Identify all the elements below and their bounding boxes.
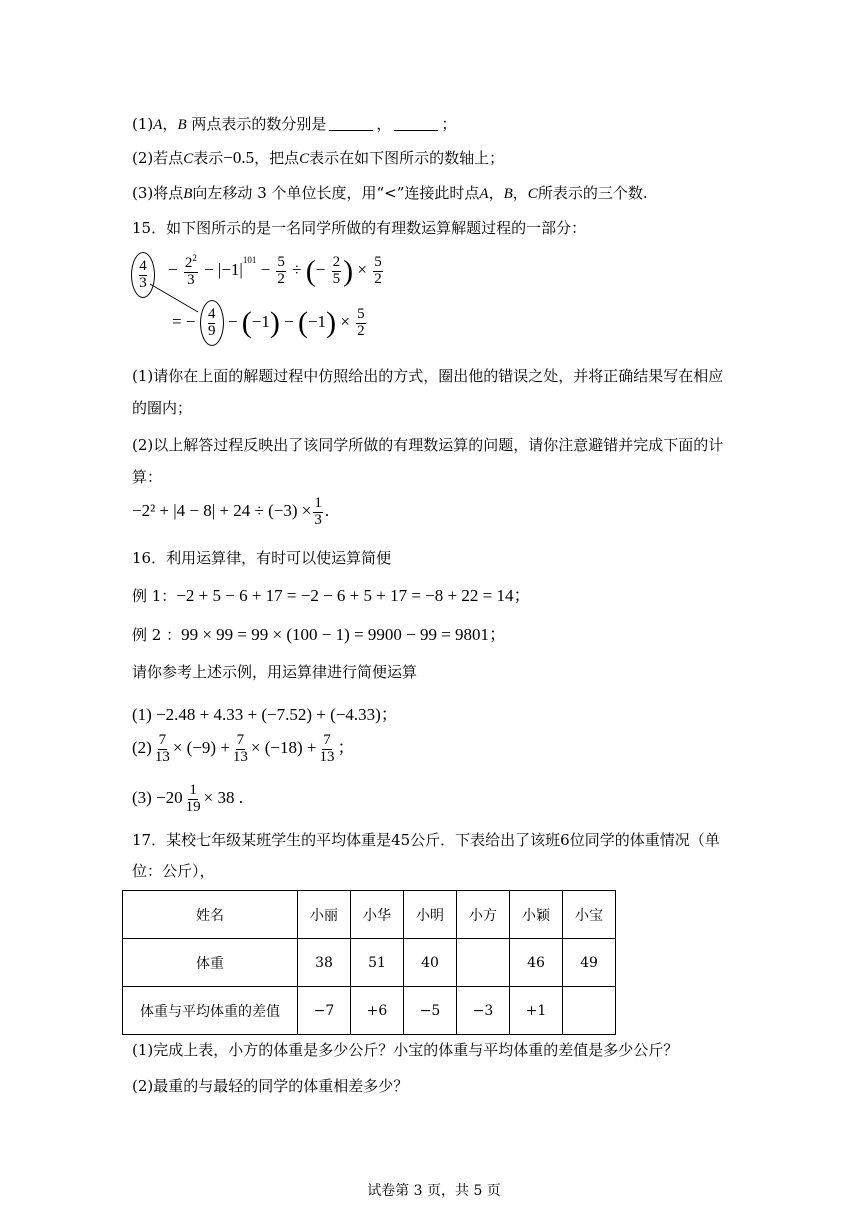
q14-part3: (3)将点B向左移动 3 个单位长度，用“<”连接此时点A，B，C所表示的三个数. — [132, 184, 648, 202]
weight-table — [122, 890, 616, 1035]
q17-part1: (1)完成上表，小方的体重是多少公斤？小宝的体重与平均体重的差值是多少公斤？ — [132, 1041, 679, 1059]
answer-blank-1[interactable] — [329, 130, 373, 131]
solution-line-2: = − $\frac{4}{9}$ − (−1) − (−1) × $\frac{5}{2}$ — [172, 300, 368, 346]
q16-instruction: 请你参考上述示例，用运算律进行简便运算 — [132, 663, 418, 681]
table-cell-blank[interactable] — [457, 939, 510, 987]
table-cell-blank[interactable] — [563, 987, 616, 1035]
table-cell: −5 — [404, 987, 457, 1035]
q17-part2: (2)最重的与最轻的同学的体重相差多少？ — [132, 1077, 409, 1095]
table-row — [123, 987, 616, 1035]
q15-part2-line1: (2)以上解答过程反映出了该同学所做的有理数运算的问题，请你注意避错并完成下面的计 — [132, 436, 724, 454]
answer-blank-2[interactable] — [394, 130, 438, 131]
table-cell: 体重 — [123, 939, 298, 987]
table-cell: 小明 — [404, 891, 457, 939]
q15-part2-line2: 算： — [132, 468, 163, 486]
table-cell: 姓名 — [123, 891, 298, 939]
table-cell: +1 — [510, 987, 563, 1035]
page-footer: 试卷第 3 页，共 5 页 — [367, 1183, 501, 1199]
table-cell: 小宝 — [563, 891, 616, 939]
q15-part1-line2: 的圈内； — [132, 399, 193, 417]
q16-part3: (3) −20 $\frac{1}{19}$ × 38 . — [132, 782, 244, 815]
q16-title: 16．利用运算律，有时可以使运算简便 — [132, 549, 392, 567]
q17-line1: 17．某校七年级某班学生的平均体重是45公斤．下表给出了该班6位同学的体重情况（单 — [132, 831, 720, 849]
q15-expression: −2² + |4 − 8| + 24 ÷ (−3) × $\frac{1}{3}$ . — [132, 495, 330, 528]
q15-part1-line1: (1)请你在上面的解题过程中仿照给出的方式，圈出他的错误之处，并将正确结果写在相应 — [132, 367, 724, 385]
table-row — [123, 939, 616, 987]
table-cell: 49 — [563, 939, 616, 987]
circled-fraction-4-9: $\frac{4}{9}$ — [200, 300, 224, 346]
q16-example-2: 例 2 ：99 × 99 = 99 × (100 − 1) = 9900 − 99 = 9801； — [132, 625, 507, 644]
solution-line-1: − $\frac{2^2}{3}$ − $|-1|^{101}$ − $\frac{5}{2}$ ÷ (− $\frac{2}{5}$ ) × $\frac{5}{2}$ — [168, 253, 382, 288]
table-cell: +6 — [351, 987, 404, 1035]
table-cell: −3 — [457, 987, 510, 1035]
table-cell: 小颖 — [510, 891, 563, 939]
q14-part1: (1)A，B 两点表示的数分别是 ， ； — [132, 115, 457, 133]
table-cell: 38 — [298, 939, 351, 987]
circled-fraction-4-3: 4 3 — [131, 252, 155, 298]
table-cell: 体重与平均体重的差值 — [123, 987, 298, 1035]
q14-part2: (2)若点C表示−0.5，把点C表示在如下图所示的数轴上； — [132, 148, 505, 167]
q17-line2: 位：公斤）， — [132, 862, 215, 880]
table-cell: 小方 — [457, 891, 510, 939]
table-cell: −7 — [298, 987, 351, 1035]
q15-title: 15．如下图所示的是一名同学所做的有理数运算解题过程的一部分： — [132, 219, 587, 237]
table-header-row — [123, 891, 616, 939]
table-cell: 46 — [510, 939, 563, 987]
q16-part1: (1) −2.48 + 4.33 + (−7.52) + (−4.33)； — [132, 705, 398, 724]
q16-part2: (2) $\frac{7}{13}$ × (−9) + $\frac{7}{13}$ × (−18) + $\frac{7}{13}$ ； — [132, 732, 355, 765]
table-cell: 小华 — [351, 891, 404, 939]
table-cell: 40 — [404, 939, 457, 987]
table-cell: 51 — [351, 939, 404, 987]
q15-solution-figure — [128, 250, 382, 350]
table-cell: 小丽 — [298, 891, 351, 939]
q16-example-1: 例 1：−2 + 5 − 6 + 17 = −2 − 6 + 5 + 17 = −8 + 22 = 14； — [132, 586, 531, 605]
